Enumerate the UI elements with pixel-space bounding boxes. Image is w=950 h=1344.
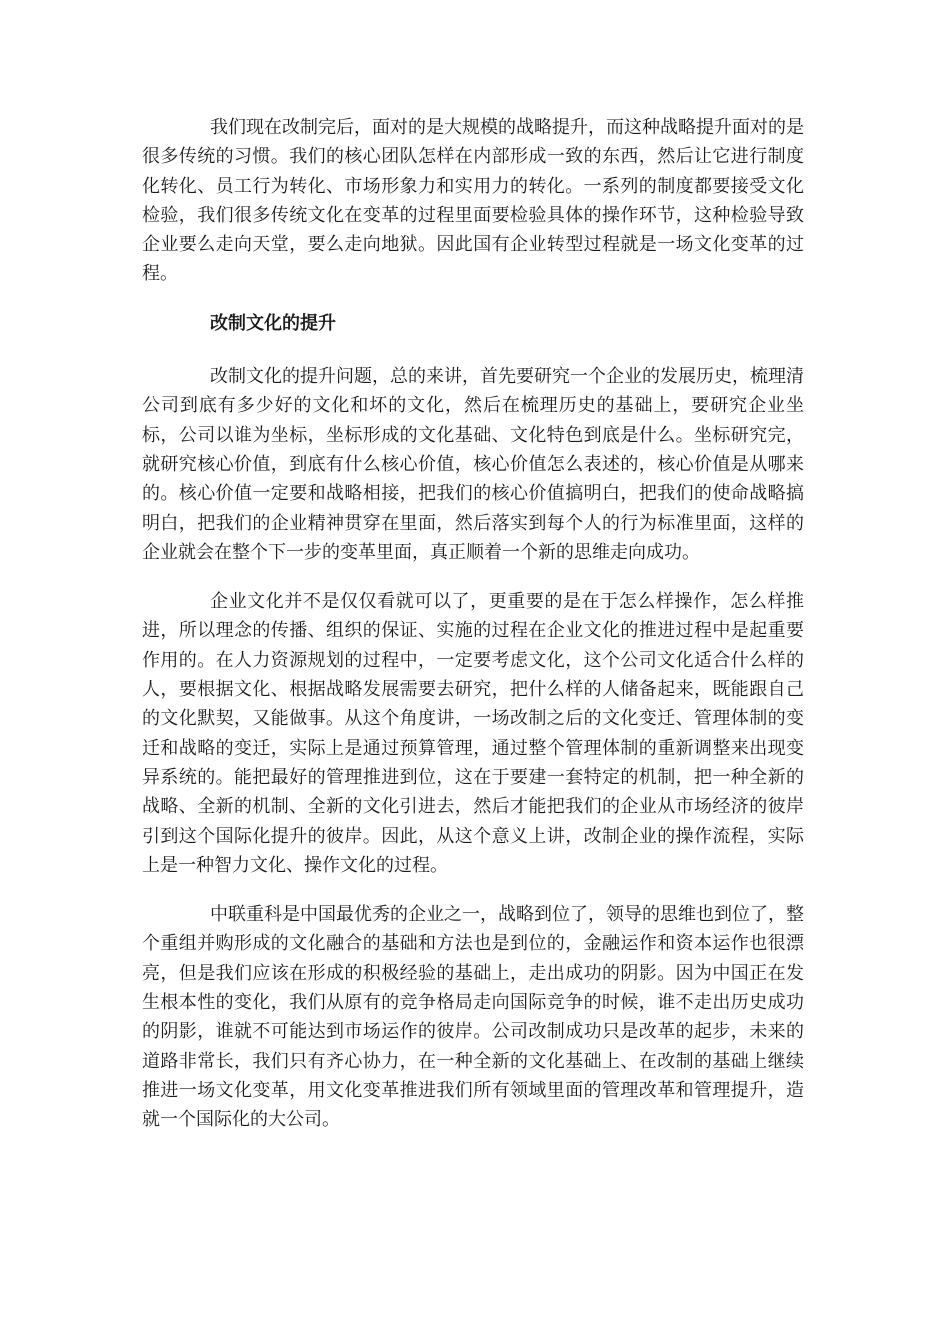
section-paragraph-3: 中联重科是中国最优秀的企业之一，战略到位了，领导的思维也到位了，整个重组并购形成的文化融合的基础和方法也是到位的，金融运作和资本运作也很漂亮，但是我们应该在形成的积极经验的基础上，走出成功的阴影。因为中国正在发生根本性的变化，我们从原有的竞争格局走向国际竞争的时候，谁不走出历史成功的阴影，谁就不可能达到市场运作的彼岸。公司改制成功只是改革的起步，未来的道路非常长，我们只有齐心协力，在一种全新的文化基础上、在改制的基础上继续推进一场文化变革，用文化变革推进我们所有领域里面的管理改革和管理提升，造就一个国际化的大公司。 <box>142 904 804 1130</box>
section-heading: 改制文化的提升 <box>210 312 336 333</box>
section-paragraph-2: 企业文化并不是仅仅看就可以了，更重要的是在于怎么样操作，怎么样推进，所以理念的传播、组织的保证、实施的过程在企业文化的推进过程中是起重要作用的。在人力资源规划的过程中，一定要考虑文化，这个公司文化适合什么样的人，要根据文化、根据战略发展需要去研究，把什么样的人储备起来，既能跟自己的文化默契，又能做事。从这个角度讲，一场改制之后的文化变迁、管理体制的变迁和战略的变迁，实际上是通过预算管理，通过整个管理体制的重新调整来出现变异系统的。能把最好的管理推进到位，这在于要建一套特定的机制，把一种全新的战略、全新的机制、全新的文化引进去，然后才能把我们的企业从市场经济的彼岸引到这个国际化提升的彼岸。因此，从这个意义上讲，改制企业的操作流程，实际上是一种智力文化、操作文化的过程。 <box>142 591 804 875</box>
section-paragraph-1: 改制文化的提升问题，总的来讲，首先要研究一个企业的发展历史，梳理清公司到底有多少好的文化和坏的文化，然后在梳理历史的基础上，要研究企业坐标，公司以谁为坐标，坐标形成的文化基础、文化特色到底是什么。坐标研究完，就研究核心价值，到底有什么核心价值，核心价值怎么表述的，核心价值是从哪来的。核心价值一定要和战略相接，把我们的核心价值搞明白，把我们的使命战略搞明白，把我们的企业精神贯穿在里面，然后落实到每个人的行为标准里面，这样的企业就会在整个下一步的变革里面，真正顺着一个新的思维走向成功。 <box>142 366 804 562</box>
intro-paragraph: 我们现在改制完后，面对的是大规模的战略提升，而这种战略提升面对的是很多传统的习惯。我们的核心团队怎样在内部形成一致的东西，然后让它进行制度化转化、员工行为转化、市场形象力和实用力的转化。一系列的制度都要接受文化检验，我们很多传统文化在变革的过程里面要检验具体的操作环节，这种检验导致企业要么走向天堂，要么走向地狱。因此国有企业转型过程就是一场文化变革的过程。 <box>142 117 804 284</box>
